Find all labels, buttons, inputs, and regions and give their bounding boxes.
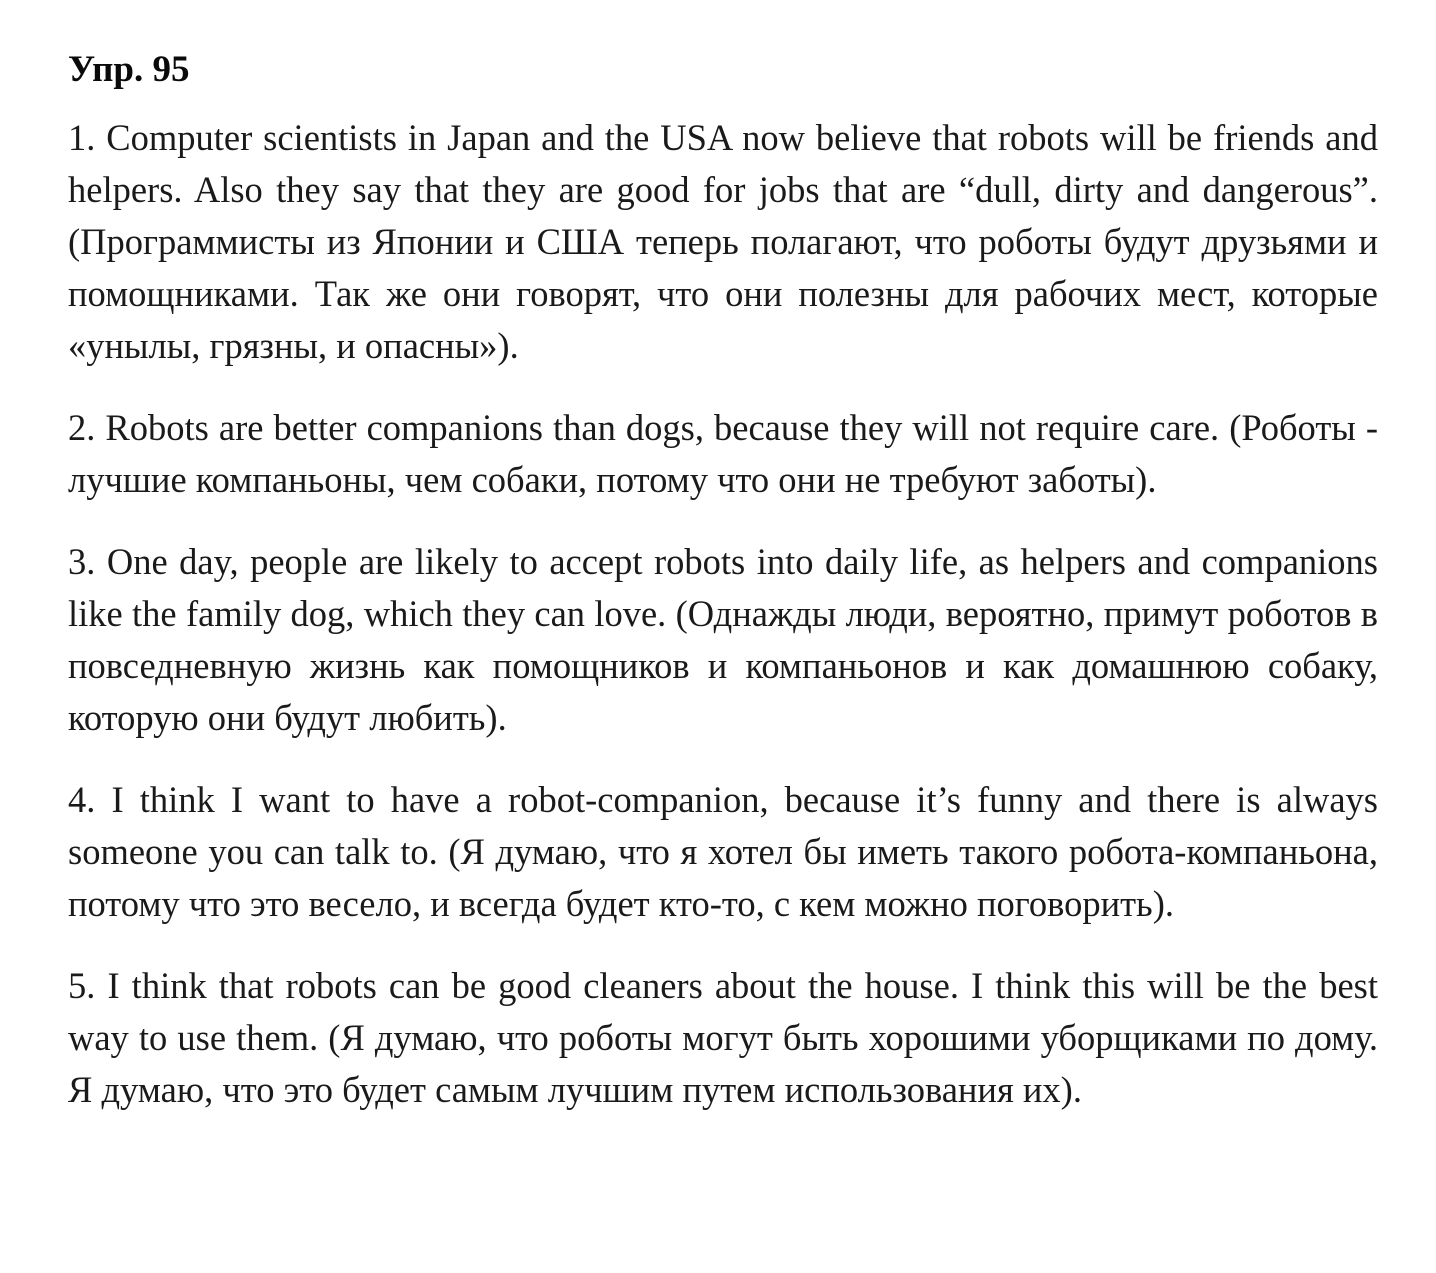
paragraph-5: 5. I think that robots can be good cleaners about the house. I think this will be the best way to use them. (Я думаю, что роботы могут быть хорошими уборщиками по дому. Я думаю, что это будет самым лучшим путем использования их). bbox=[68, 965, 1378, 1110]
paragraph-1: 1. Computer scientists in Japan and the USA now believe that robots will be friends and helpers. Also they say that they are good for jobs that are “dull, dirty and dangerous”. (Программисты из Японии и США теперь полагают, что роботы будут друзьями и помощниками. Так же они говорят, что они полезны для рабочих мест, которые «унылы, грязны, и опасны»). bbox=[68, 117, 1378, 366]
paragraph-3: 3. One day, people are likely to accept robots into daily life, as helpers and companions like the family dog, which they can love. (Однажды люди, вероятно, примут роботов в повседневную жизнь как помощников и компаньонов и как домашнюю собаку, которую они будут любить). bbox=[68, 541, 1378, 738]
paragraph-4: 4. I think I want to have a robot-companion, because it’s funny and there is always someone you can talk to. (Я думаю, что я хотел бы иметь такого робота-компаньона, потому что это весело, и всегда будет кто-то, с кем можно поговорить). bbox=[68, 779, 1378, 924]
paragraph-2: 2. Robots are better companions than dogs, because they will not require care. (Роботы - лучшие компаньоны, чем собаки, потому что они не требуют заботы). bbox=[68, 407, 1378, 500]
document-page bbox=[68, 40, 1378, 1116]
exercise-title: Упр. 95 bbox=[68, 49, 190, 90]
